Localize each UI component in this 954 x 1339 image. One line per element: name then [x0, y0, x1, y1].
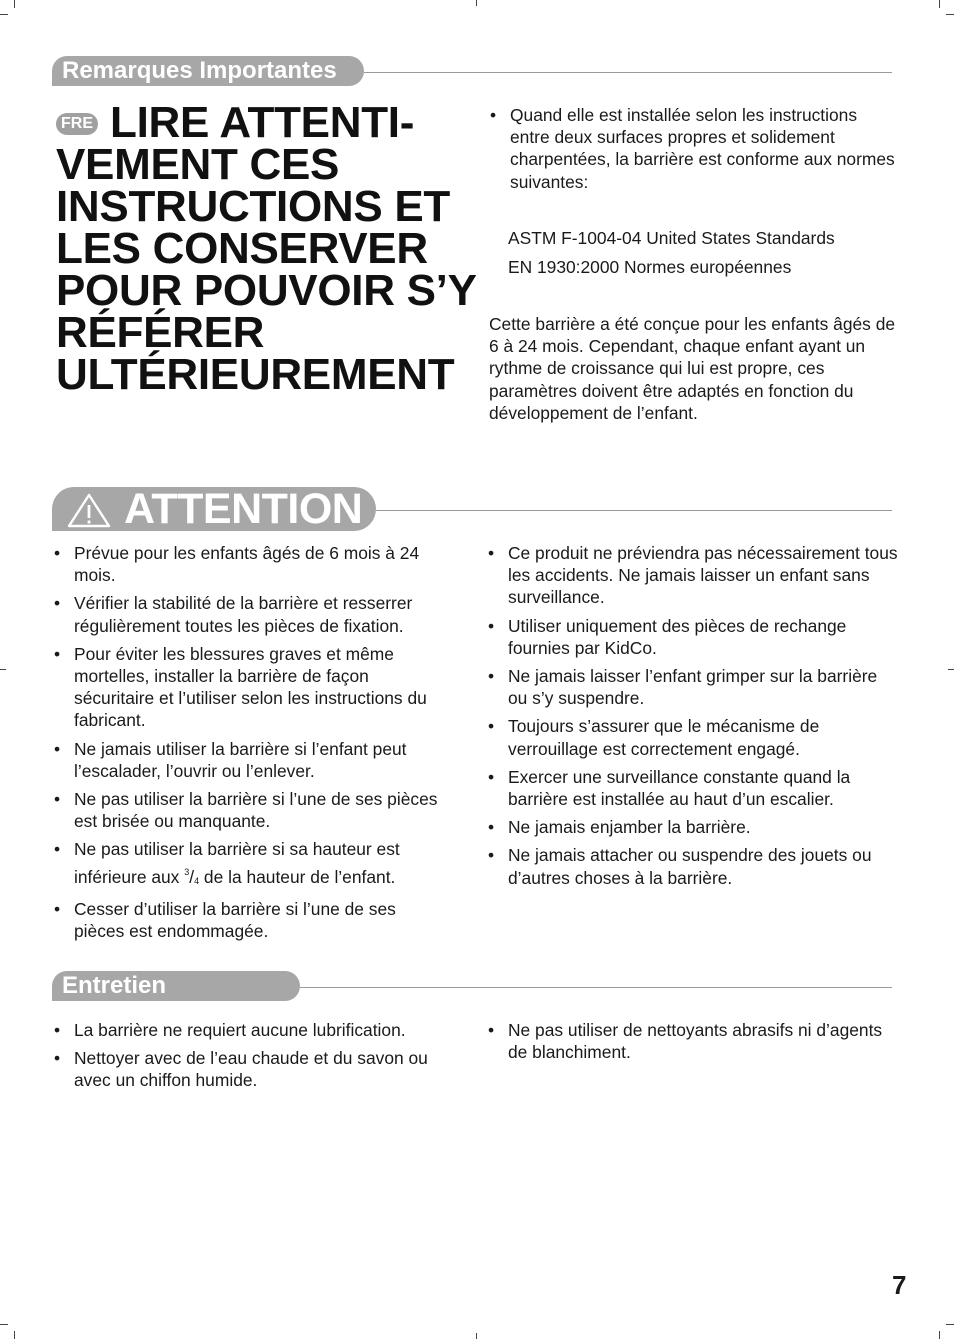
standard-en: EN 1930:2000 Normes européennes: [508, 257, 792, 277]
section-rule: [364, 72, 892, 73]
list-item: • Toujours s’assurer que le mécanisme de verrouillage est correctement engagé.: [486, 715, 898, 759]
warning-triangle-icon: [66, 492, 112, 528]
page-number: 7: [892, 1270, 907, 1300]
crop-mark: [939, 1331, 940, 1339]
crop-mark: [948, 669, 954, 670]
fraction-numerator: 3: [184, 866, 190, 877]
crop-mark: [946, 14, 954, 15]
list-item: • Ne jamais utiliser la barrière si l’enfant peut l’escalader, l’ouvrir ou l’enlever.: [52, 738, 442, 782]
item-text: Ne pas utiliser la barrière si sa hauteur est inférieure aux: [74, 839, 400, 887]
standard-astm: ASTM F-1004-04 United States Standards: [508, 228, 835, 248]
crop-mark: [14, 1331, 15, 1339]
attention-right-column: [486, 542, 898, 895]
list-item: • Vérifier la stabilité de la barrière et resserrer régulièrement toutes les pièces de fixation.: [52, 592, 442, 636]
attention-left-column: [52, 542, 442, 948]
list-item: • Ne jamais laisser l’enfant grimper sur la barrière ou s’y suspendre.: [486, 665, 898, 709]
crop-mark: [0, 14, 8, 15]
crop-mark: [939, 0, 940, 8]
section-header-entretien: [52, 971, 892, 1003]
language-badge: FRE: [56, 113, 98, 135]
crop-mark: [476, 0, 477, 6]
entretien-left-column: [52, 1019, 442, 1098]
list-item: • Ne jamais attacher ou suspendre des jouets ou d’autres choses à la barrière.: [486, 844, 898, 888]
age-paragraph: Cette barrière a été conçue pour les enfants âgés de 6 à 24 mois. Cependant, chaque enfant ayant un rythme de croissance qui lui est propre, ces paramètres doivent être adaptés en fonction du développement de l’enfant.: [489, 314, 896, 423]
page-title-text: LIRE ATTENTI-VEMENT CES INSTRUCTIONS ET LES CONSERVER POUR POUVOIR S’Y RÉFÉRER ULTÉRIEUREMENT: [56, 98, 476, 399]
crop-mark: [476, 1333, 477, 1339]
section-label: Entretien: [52, 971, 300, 1001]
fraction-slash: /: [189, 866, 195, 887]
standards-column: [488, 104, 898, 199]
crop-mark: [0, 1324, 8, 1325]
section-rule: [300, 987, 892, 988]
crop-mark: [14, 0, 15, 8]
list-item: • La barrière ne requiert aucune lubrification.: [52, 1019, 442, 1041]
section-header-remarques: [52, 56, 892, 88]
list-item: • Ne pas utiliser de nettoyants abrasifs ni d’agents de blanchiment.: [486, 1019, 898, 1063]
list-item: • Utiliser uniquement des pièces de rechange fournies par KidCo.: [486, 615, 898, 659]
section-label: Remarques Importantes: [52, 56, 364, 86]
attention-label: ATTENTION: [124, 485, 363, 533]
page-title: [56, 98, 476, 399]
list-item: [52, 838, 442, 891]
list-item: • Prévue pour les enfants âgés de 6 mois à 24 mois.: [52, 542, 442, 586]
entretien-right-column: [486, 1019, 898, 1069]
item-text: de la hauteur de l’enfant.: [199, 866, 396, 887]
list-item: • Quand elle est installée selon les instructions entre deux surfaces propres et solidement charpentées, la barrière est conforme aux normes suivantes:: [488, 104, 898, 193]
list-item: • Ce produit ne préviendra pas nécessairement tous les accidents. Ne jamais laisser un enfant sans surveillance.: [486, 542, 898, 609]
section-rule: [376, 510, 892, 511]
list-item: • Pour éviter les blessures graves et même mortelles, installer la barrière de façon sécuritaire et l’utiliser selon les instructions du fabricant.: [52, 643, 442, 732]
attention-banner: [52, 487, 376, 531]
list-item: • Nettoyer avec de l’eau chaude et du savon ou avec un chiffon humide.: [52, 1047, 442, 1091]
list-item: • Cesser d’utiliser la barrière si l’une de ses pièces est endommagée.: [52, 898, 442, 942]
list-item: • Ne jamais enjamber la barrière.: [486, 816, 898, 838]
list-item: • Exercer une surveillance constante quand la barrière est installée au haut d’un escalier.: [486, 766, 898, 810]
fraction-denominator: 4: [194, 875, 200, 886]
list-item: • Ne pas utiliser la barrière si l’une de ses pièces est brisée ou manquante.: [52, 788, 442, 832]
crop-mark: [0, 669, 6, 670]
crop-mark: [946, 1324, 954, 1325]
